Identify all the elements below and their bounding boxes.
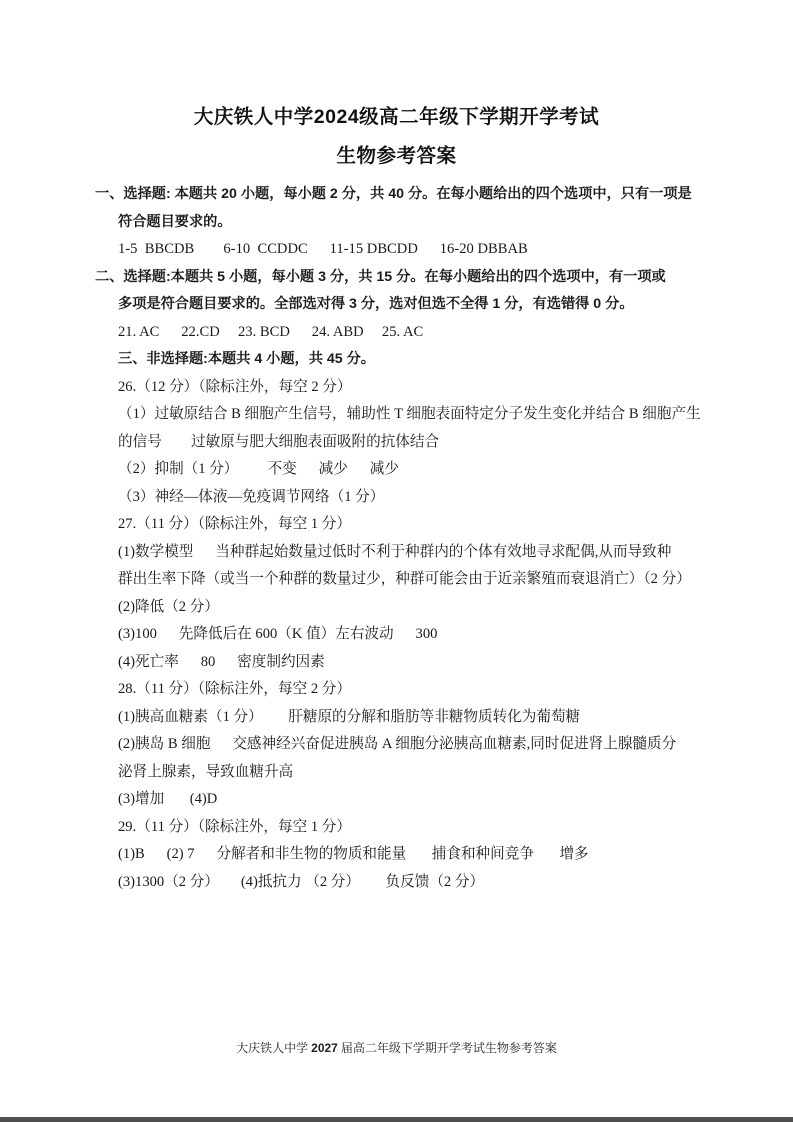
question-27-answer-line: 群出生率下降（或当一个种群的数量过少，种群可能会由于近亲繁殖而衰退消亡）（2 分） xyxy=(118,571,691,587)
question-27-answer-line: (4)死亡率 80 密度制约因素 xyxy=(118,653,325,670)
footer-year: 2027 xyxy=(311,1041,338,1055)
section2-answers: 21. AC 22.CD 23. BCD 24. ABD 25. AC xyxy=(118,323,424,340)
question-28-answer-line: (3)增加 (4)D xyxy=(118,791,218,807)
question-28-answer-line: (1)胰高血糖素（1 分） 肝糖原的分解和脂肪等非糖物质转化为葡萄糖 xyxy=(118,708,581,725)
footer-prefix: 大庆铁人中学 xyxy=(236,1041,312,1055)
question-26-answer-line: （1）过敏原结合 B 细胞产生信号，辅助性 T 细胞表面特定分子发生变化并结合 B 细胞产生 xyxy=(118,406,701,422)
question-27-answer-line: (1)数学模型 当种群起始数量过低时不利于种群内的个体有效地寻求配偶,从而导致种 xyxy=(118,543,672,560)
question-27-answer-line: (3)100 先降低后在 600（K 值）左右波动 300 xyxy=(118,626,438,642)
question-27-header: 27.（11 分）（除标注外，每空 1 分） xyxy=(118,516,351,532)
question-29-answer-line: (1)B (2) 7 分解者和非生物的物质和能量 捕食和种间竞争 增多 xyxy=(118,846,589,862)
section2-heading-line1: 二、选择题:本题共 5 小题，每小题 3 分，共 15 分。在每小题给出的四个选项中，有一项或 xyxy=(95,268,666,285)
question-29-header: 29.（11 分）（除标注外，每空 1 分） xyxy=(118,818,351,835)
question-26-answer-line: 的信号 过敏原与肥大细胞表面吸附的抗体结合 xyxy=(118,433,440,450)
section1-heading-line2: 符合题目要求的。 xyxy=(118,213,232,230)
bottom-border xyxy=(0,1117,793,1122)
question-26-answer-line: （2）抑制（1 分） 不变 减少 减少 xyxy=(118,461,399,477)
section3-heading: 三、非选择题:本题共 4 小题，共 45 分。 xyxy=(118,351,375,367)
document-body xyxy=(95,181,707,896)
question-28-answer-line: (2)胰岛 B 细胞 交感神经兴奋促进胰岛 A 细胞分泌胰高血糖素,同时促进肾上腺髓质分 xyxy=(118,736,677,752)
page-footer xyxy=(0,1040,793,1056)
question-29-answer-line: (3)1300（2 分） (4)抵抗力 （2 分） 负反馈（2 分） xyxy=(118,873,485,890)
section1-heading-line1: 一、选择题: 本题共 20 小题，每小题 2 分，共 40 分。在每小题给出的四个选项中，只有一项是 xyxy=(95,186,692,202)
footer-suffix: 届高二年级下学期开学考试生物参考答案 xyxy=(337,1041,557,1055)
question-28-answer-line: 泌肾上腺素，导致血糖升高 xyxy=(118,763,294,780)
question-26-answer-line: （3）神经—体液—免疫调节网络（1 分） xyxy=(118,488,385,505)
page-title: 大庆铁人中学2024级高二年级下学期开学考试 xyxy=(193,106,600,128)
page-subtitle: 生物参考答案 xyxy=(336,145,457,167)
question-26-header: 26.（12 分）（除标注外，每空 2 分） xyxy=(118,378,352,395)
section1-answers: 1-5 BBCDB 6-10 CCDDC 11-15 DBCDD 16-20 DBBAB xyxy=(118,241,528,257)
question-28-header: 28.（11 分）（除标注外，每空 2 分） xyxy=(118,681,351,697)
section2-heading-line2: 多项是符合题目要求的。全部选对得 3 分，选对但选不全得 1 分，有选错得 0 分。 xyxy=(118,296,634,312)
question-27-answer-line: (2)降低（2 分） xyxy=(118,598,219,615)
